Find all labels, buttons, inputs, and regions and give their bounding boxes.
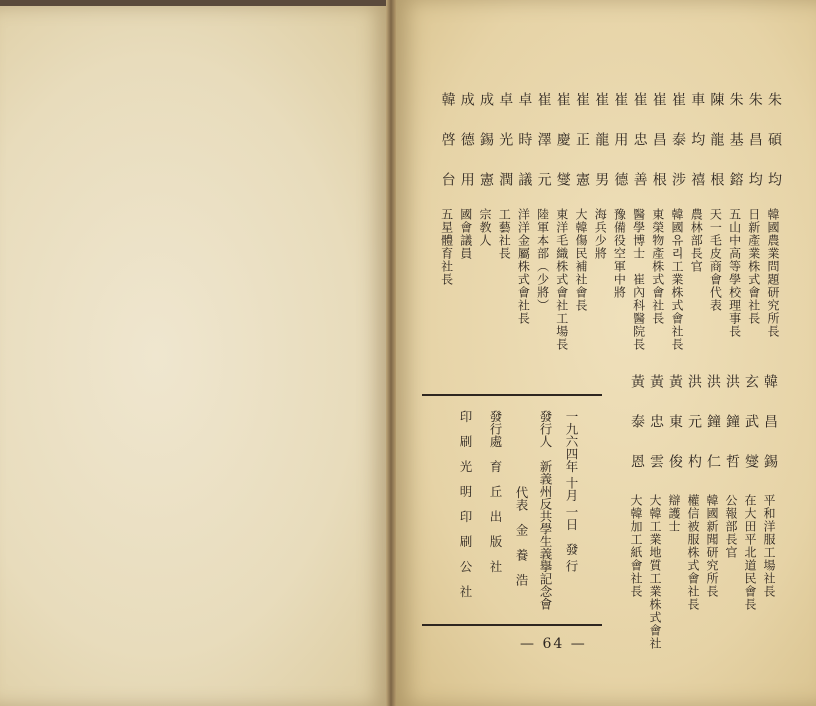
person-title: 國會議員 — [458, 208, 473, 260]
person-name: 陳龍根 — [708, 92, 725, 212]
person-title: 平和洋服工場社長 — [762, 494, 776, 598]
colophon-top-rule — [422, 394, 602, 396]
person-title: 權信被服株式會社長 — [686, 494, 700, 611]
person-name: 崔慶燮 — [554, 92, 571, 212]
person-name: 崔龍男 — [593, 92, 610, 212]
person-title: 五山中高等學校理事長 — [727, 208, 742, 338]
publisher: 發行人 新義州反共學生義擧記念會 — [538, 410, 553, 610]
person-title: 東洋毛織株式會社工場長 — [554, 208, 569, 351]
person-name: 卓時議 — [516, 92, 533, 212]
person-title: 韓國農業問題研究所長 — [766, 208, 780, 338]
person-title: 豫備役空軍中將 — [612, 208, 627, 299]
person-name: 車均禧 — [689, 92, 706, 212]
person-name: 韓昌錫 — [762, 374, 778, 494]
person-title: 醫學博士 崔內科醫院長 — [631, 208, 646, 351]
person-title: 天一毛皮商會代表 — [708, 208, 723, 312]
person-name: 朱昌均 — [746, 92, 763, 212]
person-title: 工藝社長 — [497, 208, 512, 260]
person-name: 成德用 — [458, 92, 475, 212]
person-name: 洪鐘仁 — [705, 374, 721, 494]
person-title: 農林部長官 — [689, 208, 704, 273]
publication-date: 一九六四年 十月 一日 發 行 — [564, 410, 579, 572]
person-title: 公報部長官 — [724, 494, 738, 559]
person-title: 大韓工業地質工業株式會社 — [648, 494, 662, 650]
person-title: 韓國新聞研究所長 — [705, 494, 719, 598]
page-number: — 64 — — [520, 636, 587, 652]
person-name: 卓光潤 — [497, 92, 514, 212]
book-gutter — [386, 0, 396, 706]
person-title: 大韓加工紙會社長 — [629, 494, 643, 598]
person-name: 崔正憲 — [574, 92, 590, 212]
printer: 印 刷 光 明 印 刷 公 社 — [458, 410, 473, 598]
representative: 代表 金 養 浩 — [514, 486, 529, 586]
person-name: 黃泰恩 — [629, 374, 645, 494]
person-name: 洪鐘哲 — [724, 374, 740, 494]
person-name: 崔忠善 — [631, 92, 648, 212]
person-title: 大韓傷民補社會長 — [574, 208, 588, 312]
person-title: 五星體育社長 — [439, 208, 454, 286]
person-name: 韓啓台 — [439, 92, 456, 212]
person-name: 朱基鎔 — [727, 92, 744, 212]
person-name: 崔泰涉 — [670, 92, 686, 212]
person-title: 日新產業株式會社長 — [746, 208, 761, 325]
person-title: 在大田平北道民會長 — [743, 494, 757, 611]
person-name: 崔澤元 — [535, 92, 552, 212]
person-title: 宗教人 — [478, 208, 492, 247]
person-title: 東榮物產株式會社長 — [650, 208, 665, 325]
person-name: 朱碩均 — [766, 92, 782, 212]
person-name: 玄武燮 — [743, 374, 759, 494]
person-name: 洪元杓 — [686, 374, 702, 494]
person-title: 韓國유리工業株式會社長 — [670, 208, 684, 351]
person-name: 黃忠雲 — [648, 374, 664, 494]
publishing-office: 發行處 育 丘 出 版 社 — [488, 410, 503, 573]
colophon-bottom-rule — [422, 624, 602, 626]
person-title: 陸軍本部（少將） — [535, 208, 550, 312]
person-name: 崔用德 — [612, 92, 629, 212]
blank-left-page — [0, 6, 390, 706]
person-title: 洋洋金屬株式會社長 — [516, 208, 531, 325]
person-name: 成錫憲 — [478, 92, 494, 212]
person-title: 海兵少將 — [593, 208, 608, 260]
person-name: 崔昌根 — [650, 92, 667, 212]
person-name: 黃東俊 — [667, 374, 683, 494]
person-title: 辯護士 — [667, 494, 681, 533]
